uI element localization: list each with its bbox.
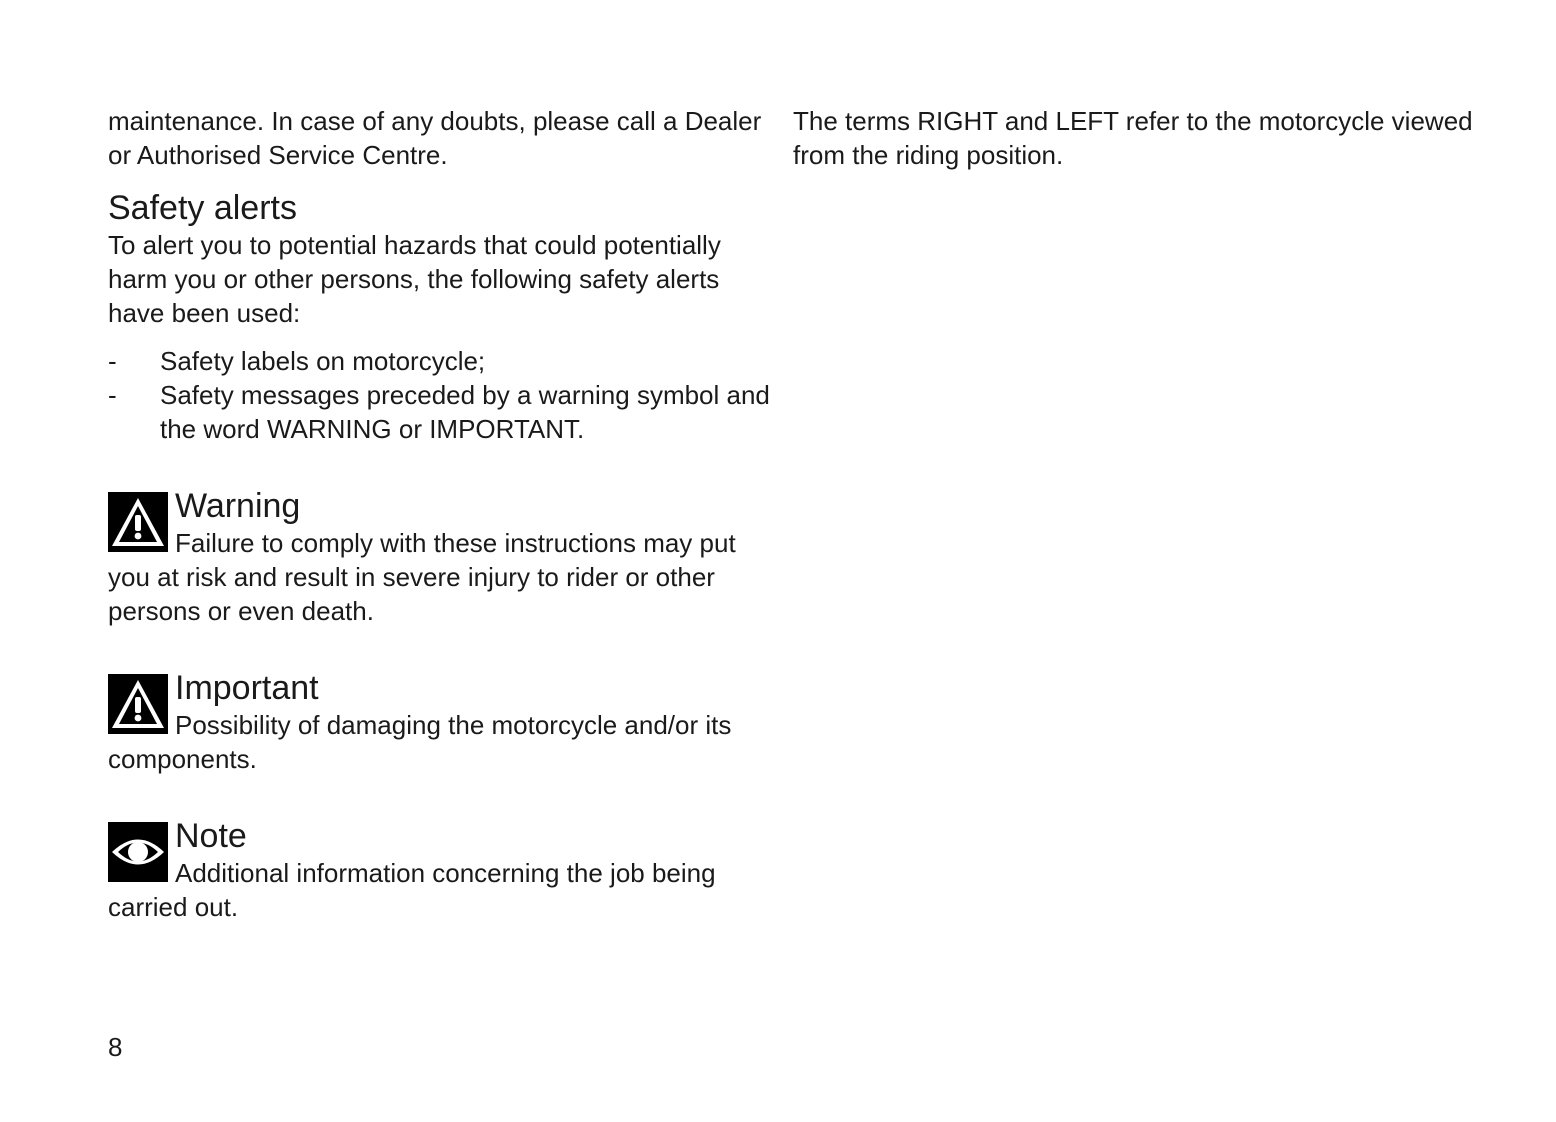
bullet-marker: - <box>108 380 117 410</box>
note-text: Additional information concerning the job being carried out. <box>108 858 716 922</box>
list-item <box>108 378 773 446</box>
safety-alerts-intro: To alert you to potential hazards that could potentially harm you or other persons, the following safety alerts have been used: <box>108 230 721 328</box>
warning-triangle-icon <box>108 674 168 734</box>
list-item-text: Safety messages preceded by a warning symbol and the word WARNING or IMPORTANT. <box>160 380 770 444</box>
note-title: Note <box>175 817 247 855</box>
continuation-paragraph: maintenance. In case of any doubts, please call a Dealer or Authorised Service Centre. <box>108 106 762 170</box>
bullet-marker: - <box>108 346 117 376</box>
note-alert <box>108 816 773 924</box>
important-text: Possibility of damaging the motorcycle and/or its components. <box>108 710 732 774</box>
warning-text: Failure to comply with these instructions may put you at risk and result in severe injury to rider or other persons or even death. <box>108 528 736 626</box>
warning-title: Warning <box>175 487 301 525</box>
page-number: 8 <box>108 1032 123 1062</box>
section-heading-safety-alerts: Safety alerts <box>108 189 297 227</box>
safety-alerts-list <box>108 344 773 446</box>
warning-alert <box>108 486 773 628</box>
eye-icon <box>108 822 168 882</box>
left-column <box>108 104 773 924</box>
important-title: Important <box>175 669 319 707</box>
warning-triangle-icon <box>108 492 168 552</box>
list-item-text: Safety labels on motorcycle; <box>160 346 486 376</box>
list-item <box>108 344 773 378</box>
orientation-paragraph: The terms RIGHT and LEFT refer to the motorcycle viewed from the riding position. <box>793 106 1473 170</box>
important-alert <box>108 668 773 776</box>
right-column <box>793 104 1473 172</box>
